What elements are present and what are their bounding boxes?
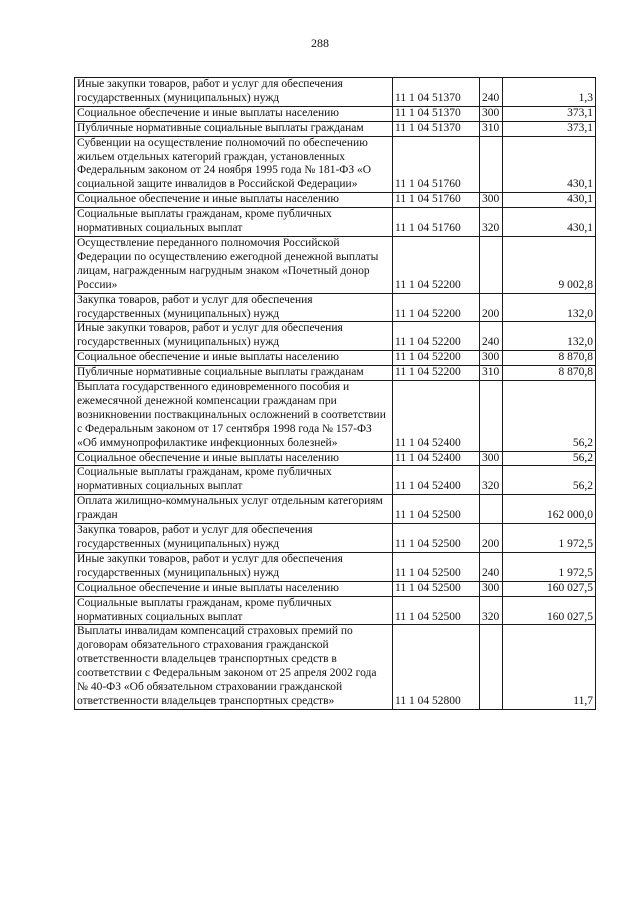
row-amount-cell (503, 381, 596, 452)
row-code-cell (393, 322, 480, 351)
row-expense-type-cell (480, 121, 503, 136)
row-amount-cell (503, 451, 596, 466)
row-code-text: 11 1 04 52500 (395, 538, 461, 550)
row-amount-cell (503, 121, 596, 136)
row-expense-type-cell (480, 351, 503, 366)
row-code-text: 11 1 04 52400 (395, 451, 461, 464)
page-number: 288 (311, 36, 329, 50)
row-expense-type-text: 310 (482, 366, 500, 379)
row-name-cell (75, 106, 393, 121)
row-name-text: Выплаты инвалидам компенсаций страховых премий по договорам обязательного страхования гражданской ответственности владельцев транспортных средств в соответствии с Федеральным законом от 25 апреля 2002 года № 40-ФЗ «Об обязательном страховании гражданской ответственности владельцев транспортных средств» (77, 625, 377, 707)
table-row (75, 236, 596, 293)
row-code-cell (393, 495, 480, 524)
row-expense-type-cell (480, 581, 503, 596)
row-amount-cell (503, 351, 596, 366)
row-expense-type-cell (480, 136, 503, 193)
row-code-cell (393, 524, 480, 553)
row-code-text: 11 1 04 52500 (395, 566, 461, 579)
row-amount-text: 132,0 (567, 336, 593, 349)
row-amount-cell (503, 208, 596, 237)
row-expense-type-cell (480, 495, 503, 524)
row-name-text: Субвенции на осуществление полномочий по обеспечению жильем отдельных категорий граждан, установленных Федеральным законом от 24 ноября 1995 года № 181-ФЗ «О социальной защите инвалидов в Российской Федерации» (77, 136, 372, 191)
table-row (75, 121, 596, 136)
row-name-cell (75, 524, 393, 553)
table-row (75, 381, 596, 452)
row-expense-type-cell (480, 208, 503, 237)
row-code-cell (393, 136, 480, 193)
row-amount-cell (503, 136, 596, 193)
row-expense-type-cell (480, 596, 503, 625)
row-name-text: Публичные нормативные социальные выплаты гражданам (77, 121, 364, 134)
row-amount-text: 1,3 (578, 91, 593, 104)
row-amount-text: 56,2 (572, 480, 593, 493)
row-code-cell (393, 293, 480, 322)
row-name-text: Социальное обеспечение и иные выплаты населению (77, 581, 339, 594)
row-expense-type-text: 320 (482, 480, 500, 493)
row-code-cell (393, 466, 480, 495)
row-name-cell (75, 136, 393, 193)
row-expense-type-text: 320 (482, 610, 500, 623)
row-name-cell (75, 236, 393, 293)
row-amount-text: 430,1 (567, 193, 593, 206)
row-code-text: 11 1 04 52400 (395, 480, 461, 493)
row-code-cell (393, 78, 480, 107)
row-code-text: 11 1 04 52200 (395, 307, 461, 320)
row-code-cell (393, 596, 480, 625)
row-code-cell (393, 625, 480, 709)
row-name-cell (75, 596, 393, 625)
row-expense-type-text: 300 (482, 581, 500, 594)
row-code-text: 11 1 04 51760 (395, 193, 461, 206)
row-code-text: 11 1 04 51370 (395, 121, 461, 134)
row-name-text: Социальное обеспечение и иные выплаты населению (77, 106, 339, 119)
row-name-cell (75, 193, 393, 208)
row-amount-cell (503, 366, 596, 381)
table-row (75, 322, 596, 351)
row-code-cell (393, 106, 480, 121)
row-name-text: Социальные выплаты гражданам, кроме публичных нормативных социальных выплат (77, 466, 332, 493)
row-name-text: Закупка товаров, работ и услуг для обеспечения государственных (муниципальных) нужд (77, 524, 313, 550)
row-expense-type-cell (480, 524, 503, 553)
row-amount-text: 1 972,5 (558, 538, 593, 550)
row-amount-cell (503, 581, 596, 596)
row-name-cell (75, 581, 393, 596)
row-code-cell (393, 381, 480, 452)
row-amount-cell (503, 78, 596, 107)
row-code-text: 11 1 04 52200 (395, 278, 461, 291)
row-code-text: 11 1 04 52800 (395, 694, 461, 707)
row-name-text: Социальное обеспечение и иные выплаты населению (77, 351, 339, 364)
row-name-text: Социальные выплаты гражданам, кроме публичных нормативных социальных выплат (77, 208, 332, 235)
row-expense-type-cell (480, 552, 503, 581)
row-amount-text: 8 870,8 (558, 366, 593, 379)
table-row (75, 351, 596, 366)
table-row (75, 581, 596, 596)
row-expense-type-text: 300 (482, 106, 500, 119)
table-row (75, 466, 596, 495)
row-amount-text: 9 002,8 (558, 278, 593, 291)
row-name-text: Иные закупки товаров, работ и услуг для обеспечения государственных (муниципальных) нужд (77, 78, 343, 104)
row-expense-type-text: 200 (482, 307, 500, 320)
row-amount-text: 132,0 (567, 307, 593, 320)
table-row (75, 106, 596, 121)
row-amount-text: 373,1 (567, 121, 593, 134)
table-row (75, 366, 596, 381)
row-expense-type-text: 240 (482, 336, 500, 349)
budget-table-body (75, 78, 596, 710)
row-name-text: Иные закупки товаров, работ и услуг для обеспечения государственных (муниципальных) нужд (77, 552, 343, 579)
row-name-text: Осуществление переданного полномочия Российской Федерации по осуществлению ежегодной денежной выплаты лицам, награжденным нагрудным знаком «Почетный донор России» (77, 236, 379, 291)
row-name-text: Социальное обеспечение и иные выплаты населению (77, 193, 339, 206)
row-code-text: 11 1 04 51370 (395, 91, 461, 104)
row-name-cell (75, 322, 393, 351)
row-code-text: 11 1 04 51760 (395, 222, 461, 235)
row-code-text: 11 1 04 51760 (395, 178, 461, 191)
row-name-cell (75, 208, 393, 237)
table-row (75, 552, 596, 581)
row-name-cell (75, 351, 393, 366)
row-name-cell (75, 451, 393, 466)
row-amount-text: 430,1 (567, 178, 593, 191)
row-amount-cell (503, 524, 596, 553)
table-row (75, 136, 596, 193)
row-name-text: Оплата жилищно-коммунальных услуг отдельным категориям граждан (77, 495, 383, 522)
row-expense-type-cell (480, 193, 503, 208)
row-expense-type-cell (480, 451, 503, 466)
row-amount-cell (503, 106, 596, 121)
row-expense-type-text: 200 (482, 538, 500, 550)
row-code-cell (393, 208, 480, 237)
row-code-text: 11 1 04 51370 (395, 106, 461, 119)
table-row (75, 78, 596, 107)
row-name-text: Социальное обеспечение и иные выплаты населению (77, 451, 339, 464)
row-expense-type-cell (480, 236, 503, 293)
row-code-cell (393, 193, 480, 208)
row-expense-type-cell (480, 381, 503, 452)
row-name-cell (75, 625, 393, 709)
row-expense-type-text: 240 (482, 91, 500, 104)
row-code-text: 11 1 04 52500 (395, 610, 461, 623)
table-row (75, 193, 596, 208)
row-code-text: 11 1 04 52200 (395, 336, 461, 349)
row-name-text: Закупка товаров, работ и услуг для обеспечения государственных (муниципальных) нужд (77, 293, 313, 320)
row-expense-type-text: 300 (482, 351, 500, 364)
row-code-cell (393, 451, 480, 466)
row-expense-type-text: 310 (482, 121, 500, 134)
row-expense-type-text: 300 (482, 451, 500, 464)
row-expense-type-cell (480, 366, 503, 381)
table-row (75, 495, 596, 524)
row-amount-text: 56,2 (572, 451, 593, 464)
row-amount-text: 11,7 (573, 694, 593, 707)
row-expense-type-cell (480, 625, 503, 709)
row-amount-cell (503, 552, 596, 581)
table-row (75, 208, 596, 237)
row-amount-cell (503, 193, 596, 208)
table-row (75, 451, 596, 466)
row-name-cell (75, 466, 393, 495)
row-code-text: 11 1 04 52400 (395, 436, 461, 449)
row-amount-text: 8 870,8 (558, 351, 593, 364)
table-row (75, 596, 596, 625)
row-amount-text: 56,2 (572, 436, 593, 449)
row-name-text: Публичные нормативные социальные выплаты гражданам (77, 366, 364, 379)
row-amount-cell (503, 293, 596, 322)
row-code-cell (393, 552, 480, 581)
row-amount-cell (503, 495, 596, 524)
row-amount-text: 373,1 (567, 106, 593, 119)
row-amount-text: 160 027,5 (547, 610, 593, 623)
row-expense-type-cell (480, 322, 503, 351)
row-code-cell (393, 236, 480, 293)
row-name-cell (75, 495, 393, 524)
row-name-cell (75, 381, 393, 452)
row-name-cell (75, 552, 393, 581)
row-expense-type-cell (480, 293, 503, 322)
row-amount-cell (503, 596, 596, 625)
row-amount-text: 160 027,5 (547, 581, 593, 594)
row-name-cell (75, 293, 393, 322)
row-amount-text: 1 972,5 (558, 566, 593, 579)
row-name-cell (75, 121, 393, 136)
row-expense-type-cell (480, 78, 503, 107)
table-row (75, 293, 596, 322)
row-code-text: 11 1 04 52500 (395, 581, 461, 594)
row-expense-type-text: 240 (482, 566, 500, 579)
row-name-cell (75, 366, 393, 381)
row-code-cell (393, 121, 480, 136)
row-name-text: Выплата государственного единовременного пособия и ежемесячной денежной компенсации гражданам при возникновении поствакцинальных осложнений в соответствии с Федеральным законом от 17 сентября 1998 года № 157-ФЗ «Об иммунопрофилактике инфекционных болезней» (77, 381, 386, 449)
row-expense-type-cell (480, 106, 503, 121)
table-row (75, 625, 596, 709)
row-name-cell (75, 78, 393, 107)
row-name-text: Социальные выплаты гражданам, кроме публичных нормативных социальных выплат (77, 596, 332, 623)
row-code-cell (393, 351, 480, 366)
row-code-text: 11 1 04 52200 (395, 366, 461, 379)
row-code-text: 11 1 04 52500 (395, 509, 461, 522)
row-expense-type-cell (480, 466, 503, 495)
table-row (75, 524, 596, 553)
row-amount-text: 162 000,0 (547, 509, 593, 522)
budget-table (74, 77, 596, 710)
row-amount-cell (503, 322, 596, 351)
row-amount-cell (503, 466, 596, 495)
row-code-cell (393, 366, 480, 381)
row-code-text: 11 1 04 52200 (395, 351, 461, 364)
row-expense-type-text: 320 (482, 222, 500, 235)
row-name-text: Иные закупки товаров, работ и услуг для обеспечения государственных (муниципальных) нужд (77, 322, 343, 349)
row-amount-cell (503, 236, 596, 293)
row-expense-type-text: 300 (482, 193, 500, 206)
row-code-cell (393, 581, 480, 596)
row-amount-text: 430,1 (567, 222, 593, 235)
row-amount-cell (503, 625, 596, 709)
